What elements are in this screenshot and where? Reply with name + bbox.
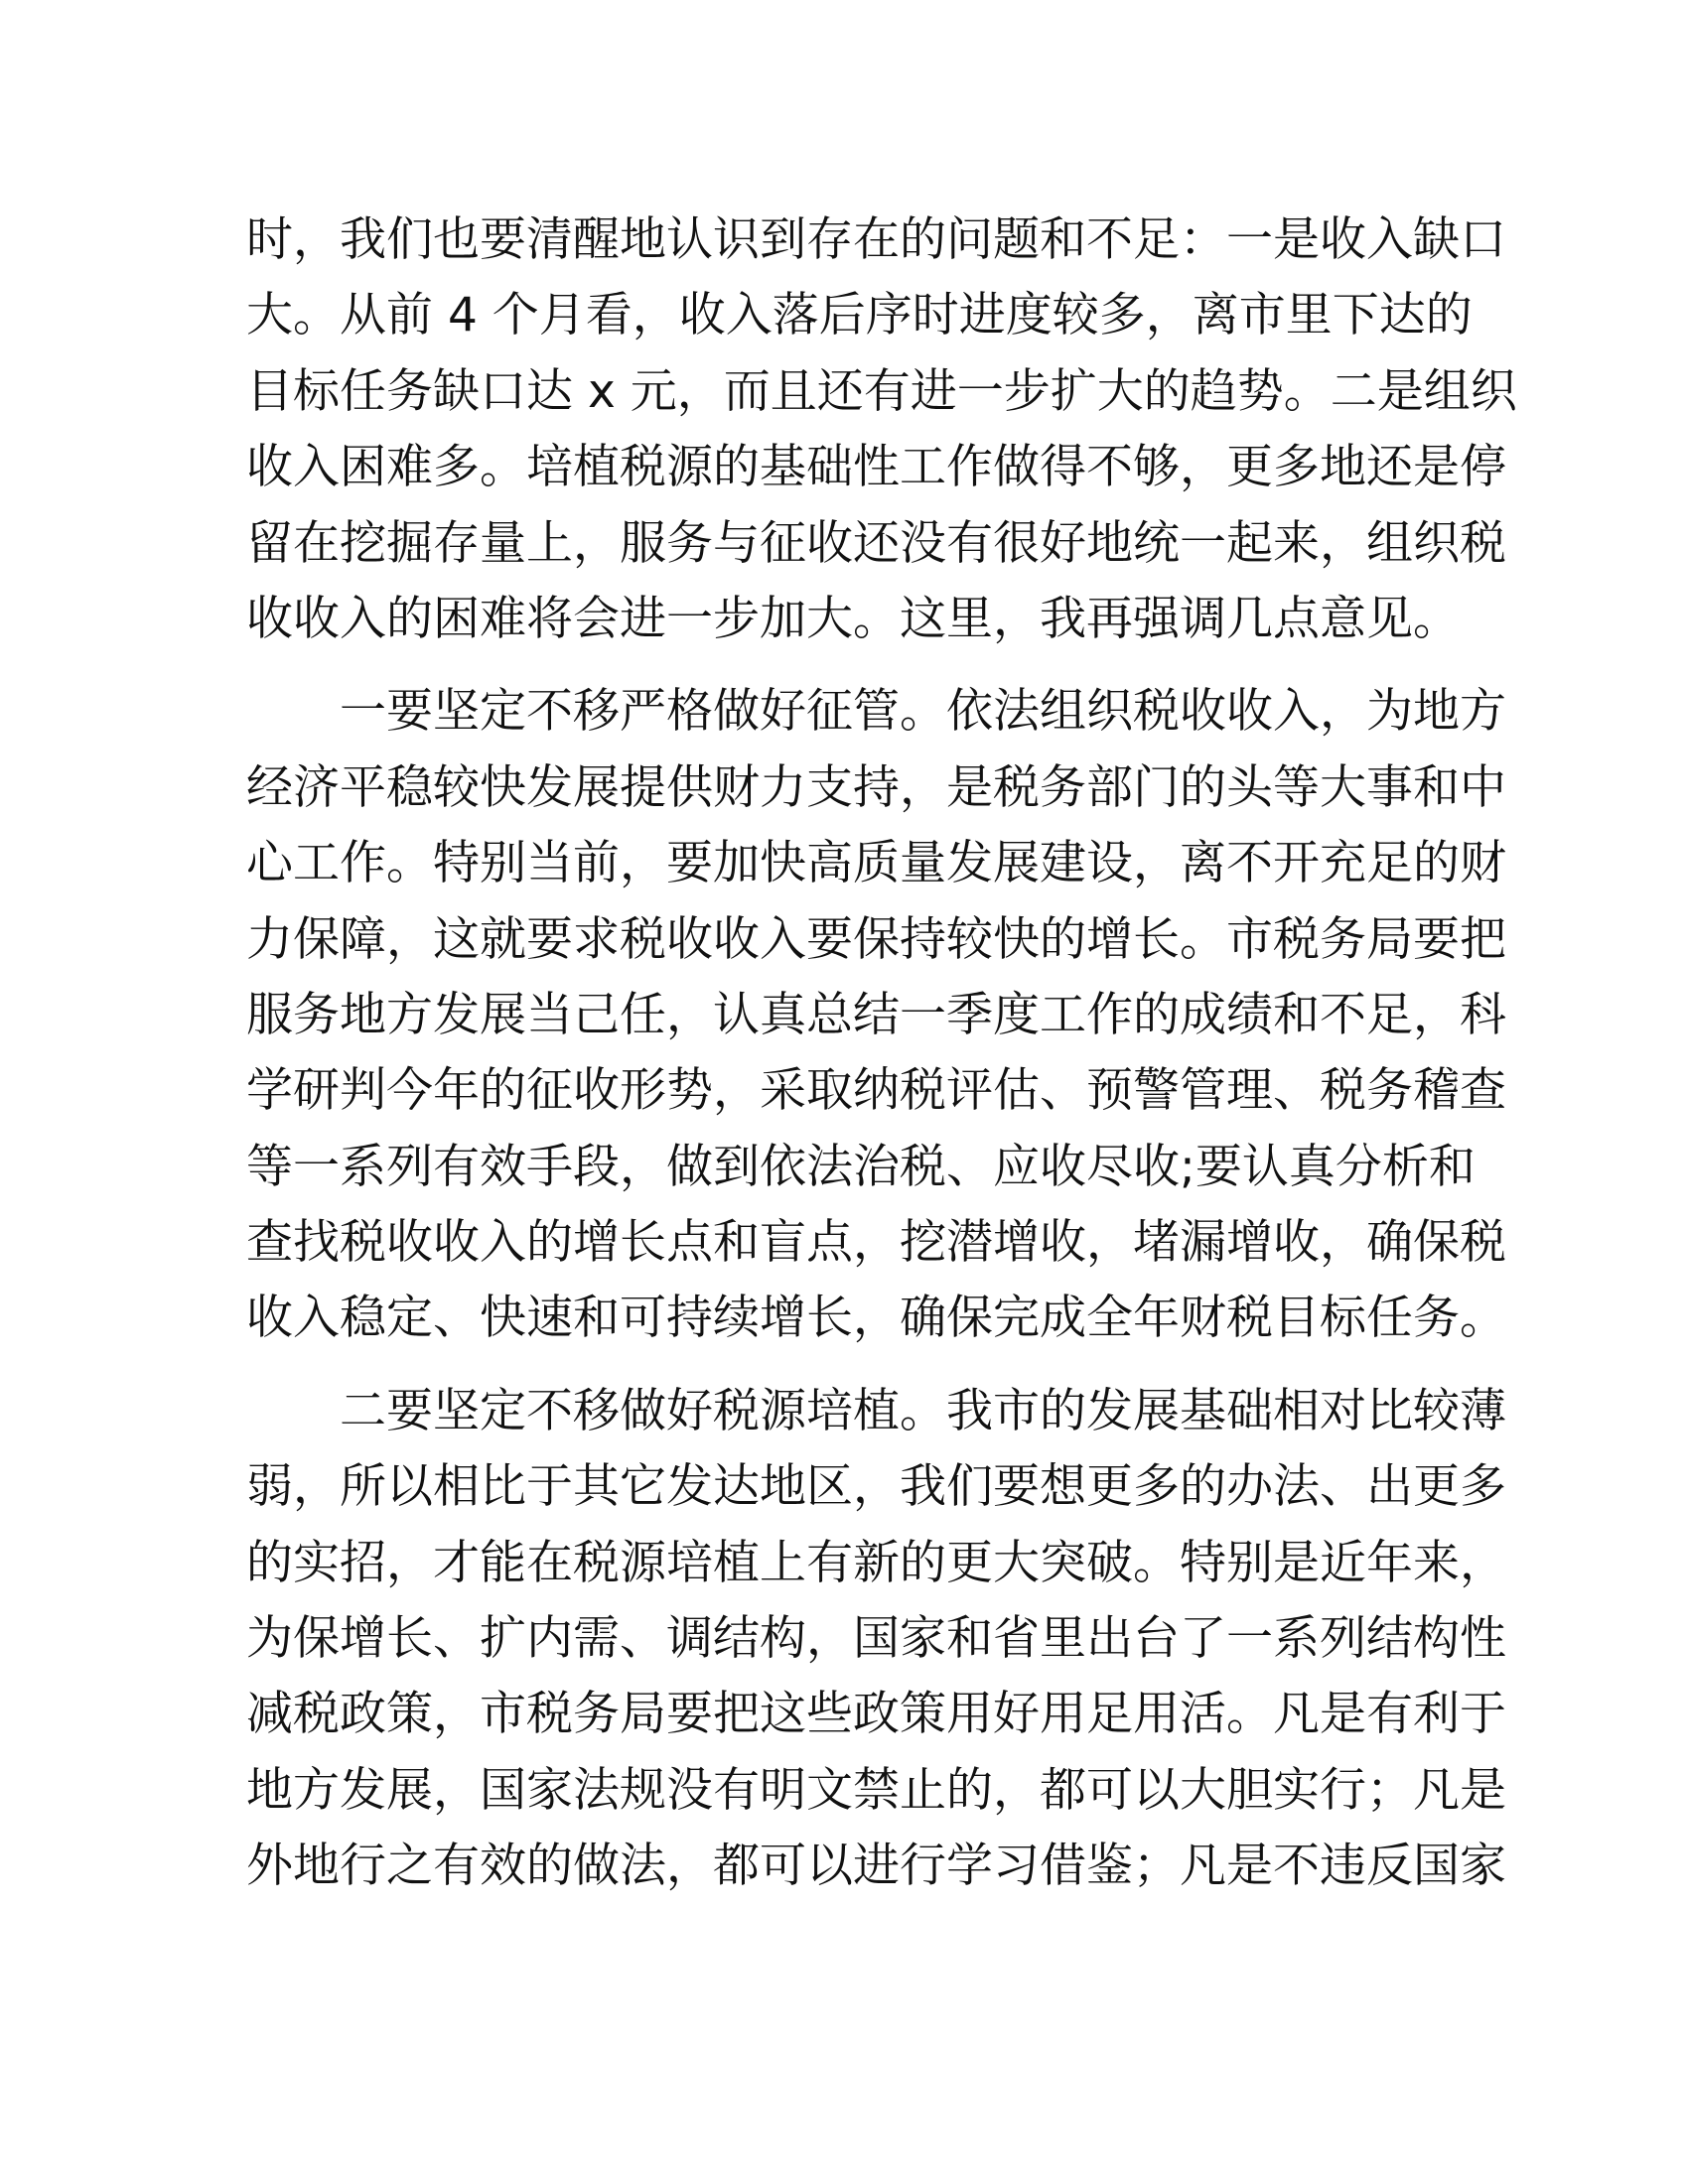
text-line: 收收入的困难将会进一步加大。这里，我再强调几点意见。 <box>246 591 1460 646</box>
document-body <box>246 203 1517 1905</box>
text-line: 心工作。特别当前，要加快高质量发展建设，离不开充足的财 <box>246 836 1506 891</box>
text-line: 等一系列有效手段，做到依法治税、应收尽收;要认真分析和 <box>246 1139 1476 1194</box>
text-line: 留在挖掘存量上，服务与征收还没有很好地统一起来，组织税 <box>246 515 1506 571</box>
text-line: 大。从前 4 个月看，收入落后序时进度较多，离市里下达的 <box>246 288 1473 343</box>
text-line: 弱，所以相比于其它发达地区，我们要想更多的办法、出更多 <box>246 1459 1506 1515</box>
text-line: 外地行之有效的做法，都可以进行学习借鉴；凡是不违反国家 <box>246 1839 1506 1894</box>
paragraph-gap <box>246 657 1448 674</box>
text-line: 时，我们也要清醒地认识到存在的问题和不足：一是收入缺口 <box>246 212 1506 267</box>
text-line: 地方发展，国家法规没有明文禁止的，都可以大胆实行；凡是 <box>246 1762 1506 1818</box>
paragraph-gap <box>246 1357 1448 1374</box>
text-line: 力保障，这就要求税收收入要保持较快的增长。市税务局要把 <box>246 911 1506 967</box>
text-line: 学研判今年的征收形势，采取纳税评估、预警管理、税务稽查 <box>246 1063 1506 1119</box>
text-line: 收入困难多。培植税源的基础性工作做得不够，更多地还是停 <box>246 440 1506 495</box>
text-line: 二要坚定不移做好税源培植。我市的发展基础相对比较薄 <box>340 1383 1506 1438</box>
text-line: 的实招，才能在税源培植上有新的更大突破。特别是近年来， <box>246 1535 1506 1590</box>
text-line: 目标任务缺口达 x 元，而且还有进一步扩大的趋势。二是组织 <box>246 363 1517 419</box>
text-line: 减税政策，市税务局要把这些政策用好用足用活。凡是有利于 <box>246 1687 1506 1742</box>
text-line: 经济平稳较快发展提供财力支持，是税务部门的头等大事和中 <box>246 759 1506 815</box>
text-line: 为保增长、扩内需、调结构，国家和省里出台了一系列结构性 <box>246 1611 1506 1667</box>
text-line: 服务地方发展当己任，认真总结一季度工作的成绩和不足，科 <box>246 987 1506 1042</box>
text-line: 一要坚定不移严格做好征管。依法组织税收收入，为地方 <box>340 684 1506 740</box>
text-line: 查找税收收入的增长点和盲点，挖潜增收，堵漏增收，确保税 <box>246 1215 1506 1271</box>
text-line: 收入稳定、快速和可持续增长，确保完成全年财税目标任务。 <box>246 1291 1506 1346</box>
